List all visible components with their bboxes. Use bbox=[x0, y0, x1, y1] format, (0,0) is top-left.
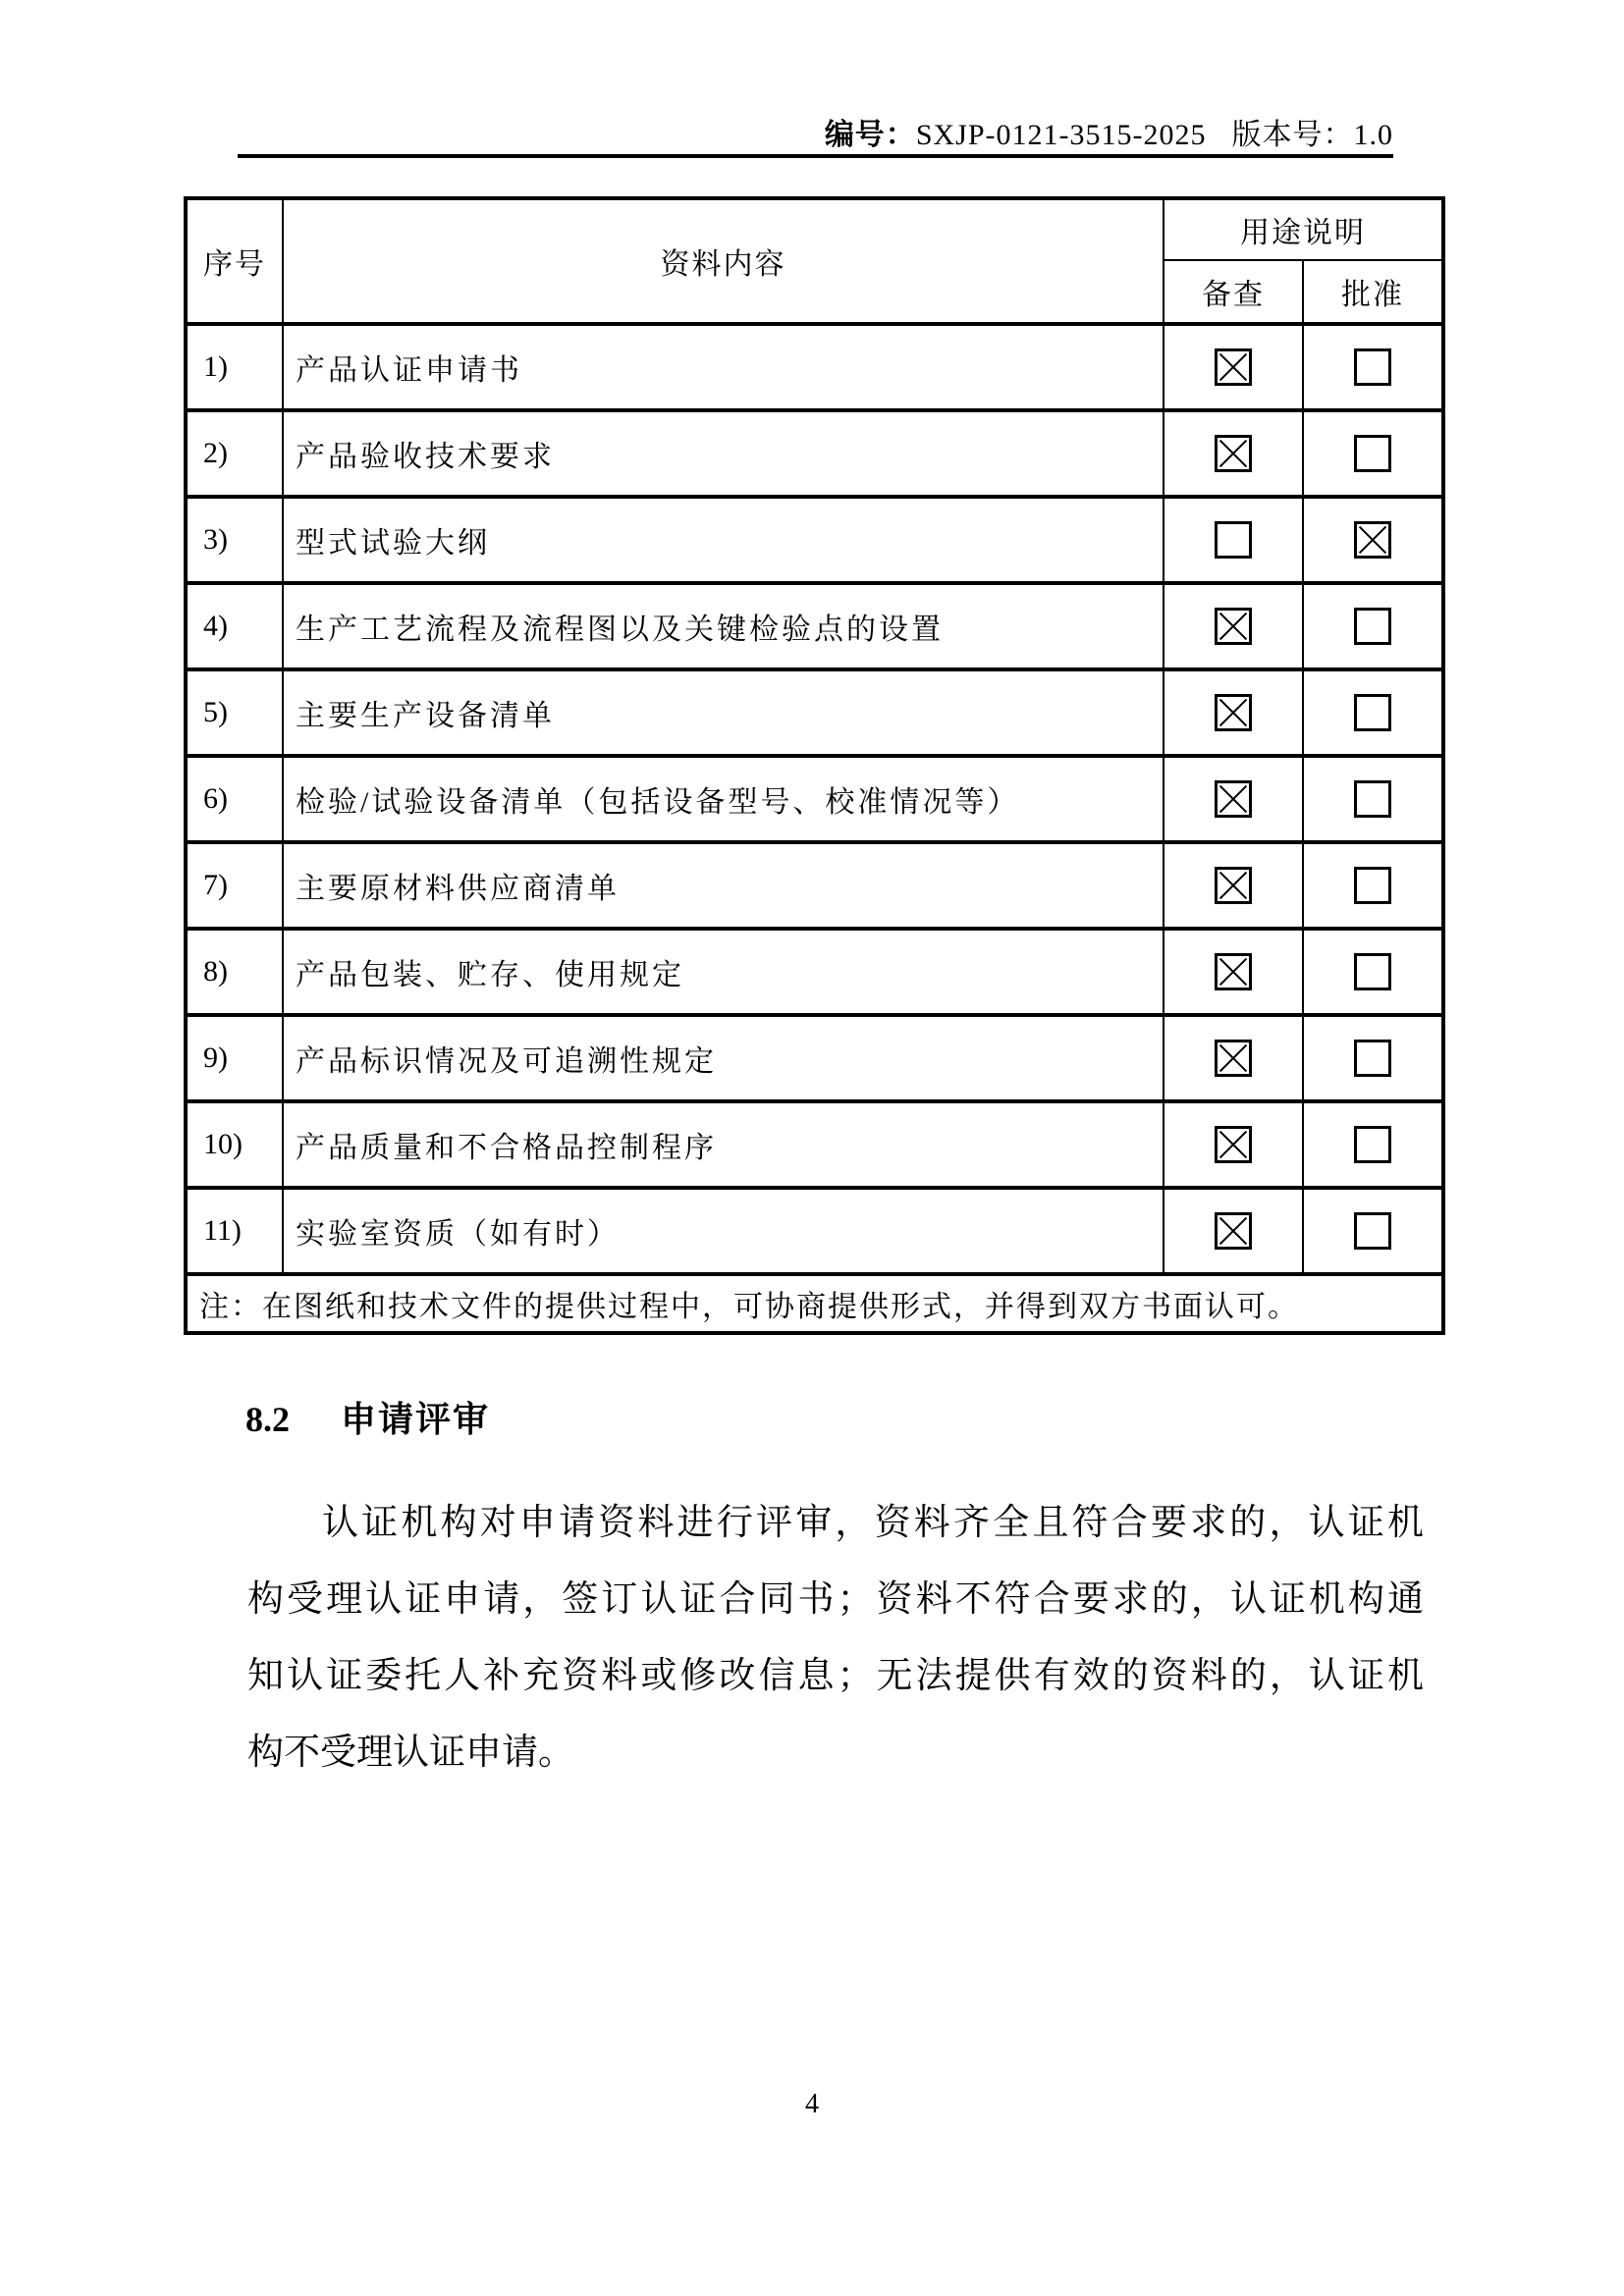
checkbox-pizhun-icon bbox=[1354, 348, 1391, 386]
row-content: 型式试验大纲 bbox=[283, 497, 1164, 583]
checkbox-pizhun-icon bbox=[1354, 608, 1391, 645]
col-header-check: 备查 bbox=[1164, 260, 1303, 324]
checkbox-pizhun-icon bbox=[1354, 780, 1391, 818]
row-no: 2) bbox=[186, 410, 283, 497]
checkbox-beicha-icon bbox=[1215, 1212, 1252, 1250]
checkbox-beicha-icon bbox=[1215, 1040, 1252, 1077]
row-no: 3) bbox=[186, 497, 283, 583]
paragraph-line: 构受理认证申请，签订认证合同书；资料不符合要求的，认证机构通 bbox=[247, 1579, 1424, 1620]
header-rule bbox=[238, 154, 1393, 158]
row-no: 7) bbox=[186, 842, 283, 929]
section-title: 申请评审 bbox=[341, 1400, 491, 1439]
row-content: 检验/试验设备清单（包括设备型号、校准情况等） bbox=[283, 756, 1164, 842]
table-row bbox=[186, 583, 1443, 669]
col-header-content: 资料内容 bbox=[283, 198, 1164, 324]
checkbox-beicha-icon bbox=[1215, 953, 1252, 990]
page-number: 4 bbox=[805, 2089, 819, 2119]
checkbox-pizhun-icon bbox=[1354, 435, 1391, 472]
col-header-approve: 批准 bbox=[1303, 260, 1443, 324]
row-content: 产品质量和不合格品控制程序 bbox=[283, 1101, 1164, 1188]
doc-code-value: SXJP-0121-3515-2025 bbox=[915, 119, 1207, 151]
checkbox-beicha-icon bbox=[1215, 867, 1252, 904]
table-row bbox=[186, 1188, 1443, 1274]
doc-version-label: 版本号： bbox=[1231, 119, 1354, 151]
table-row bbox=[186, 324, 1443, 410]
checkbox-pizhun-icon bbox=[1354, 953, 1391, 990]
table-row bbox=[186, 1101, 1443, 1188]
row-content: 产品包装、贮存、使用规定 bbox=[283, 929, 1164, 1015]
section-number: 8.2 bbox=[245, 1400, 290, 1439]
table-row bbox=[186, 669, 1443, 756]
table-note: 注：在图纸和技术文件的提供过程中，可协商提供形式，并得到双方书面认可。 bbox=[186, 1274, 1443, 1333]
body-paragraph bbox=[247, 1485, 1424, 1791]
checkbox-pizhun-icon bbox=[1354, 1126, 1391, 1163]
checkbox-pizhun-icon bbox=[1354, 521, 1391, 559]
checkbox-beicha-icon bbox=[1215, 780, 1252, 818]
checkbox-beicha-icon bbox=[1215, 694, 1252, 731]
row-content: 产品验收技术要求 bbox=[283, 410, 1164, 497]
checkbox-pizhun-icon bbox=[1354, 1212, 1391, 1250]
checkbox-beicha-icon bbox=[1215, 521, 1252, 559]
checkbox-beicha-icon bbox=[1215, 348, 1252, 386]
table-header-row-1 bbox=[186, 198, 1443, 260]
row-content: 实验室资质（如有时） bbox=[283, 1188, 1164, 1274]
checkbox-pizhun-icon bbox=[1354, 694, 1391, 731]
row-content: 主要生产设备清单 bbox=[283, 669, 1164, 756]
col-header-no: 序号 bbox=[186, 198, 283, 324]
doc-header bbox=[238, 110, 1393, 153]
table-row bbox=[186, 1015, 1443, 1101]
checkbox-beicha-icon bbox=[1215, 608, 1252, 645]
row-no: 6) bbox=[186, 756, 283, 842]
checkbox-pizhun-icon bbox=[1354, 867, 1391, 904]
table-row bbox=[186, 410, 1443, 497]
row-content: 产品标识情况及可追溯性规定 bbox=[283, 1015, 1164, 1101]
table-row bbox=[186, 756, 1443, 842]
checkbox-beicha-icon bbox=[1215, 435, 1252, 472]
row-no: 9) bbox=[186, 1015, 283, 1101]
row-content: 产品认证申请书 bbox=[283, 324, 1164, 410]
paragraph-line: 知认证委托人补充资料或修改信息；无法提供有效的资料的，认证机 bbox=[247, 1656, 1424, 1696]
row-no: 8) bbox=[186, 929, 283, 1015]
paragraph-line: 认证机构对申请资料进行评审，资料齐全且符合要求的，认证机 bbox=[322, 1503, 1424, 1543]
row-no: 4) bbox=[186, 583, 283, 669]
section-heading bbox=[245, 1392, 490, 1442]
requirements-table bbox=[184, 196, 1445, 1335]
row-content: 主要原材料供应商清单 bbox=[283, 842, 1164, 929]
checkbox-beicha-icon bbox=[1215, 1126, 1252, 1163]
row-no: 11) bbox=[186, 1188, 283, 1274]
row-no: 5) bbox=[186, 669, 283, 756]
doc-version-value: 1.0 bbox=[1353, 119, 1393, 151]
row-no: 10) bbox=[186, 1101, 283, 1188]
paragraph-line: 构不受理认证申请。 bbox=[247, 1733, 574, 1773]
table-row bbox=[186, 497, 1443, 583]
row-content: 生产工艺流程及流程图以及关键检验点的设置 bbox=[283, 583, 1164, 669]
table-row bbox=[186, 842, 1443, 929]
col-header-usage: 用途说明 bbox=[1164, 198, 1443, 260]
checkbox-pizhun-icon bbox=[1354, 1040, 1391, 1077]
table-row bbox=[186, 929, 1443, 1015]
table-note-row bbox=[186, 1274, 1443, 1333]
row-no: 1) bbox=[186, 324, 283, 410]
doc-code-label: 编号： bbox=[824, 119, 916, 151]
